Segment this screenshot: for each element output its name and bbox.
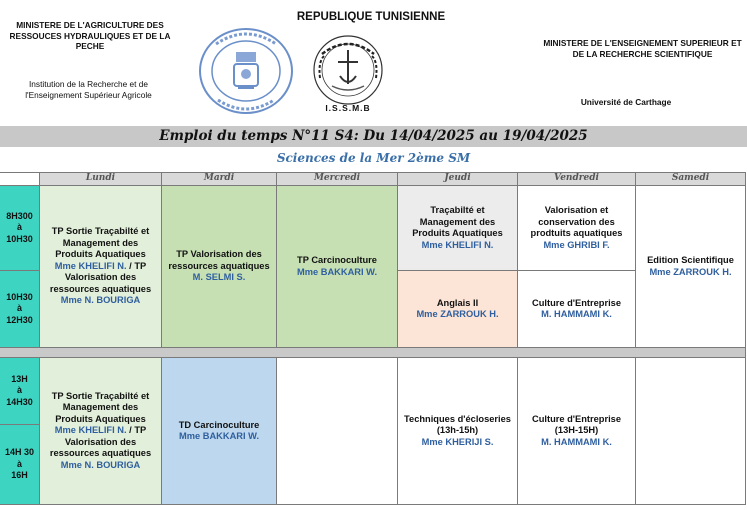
time-start: 8H300 <box>6 210 33 221</box>
day-header-lundi: Lundi <box>40 173 162 186</box>
page-title: Emploi du temps N°11 S4: Du 14/04/2025 au 19/04/2025 <box>159 128 588 144</box>
issmb-logo-caption: I.S.S.M.B <box>325 103 371 113</box>
session-title: TP Carcinoculture <box>297 255 377 265</box>
session-lundi-morning <box>40 186 162 348</box>
session-teacher-2: Mme N. BOURIGA <box>60 459 141 470</box>
time-sep: à <box>16 303 22 314</box>
session-title: Techniques d'écloseries <box>404 413 511 424</box>
session-teacher: Mme KHELIFI N. <box>421 239 494 250</box>
republic-heading: REPUBLIQUE TUNISIENNE <box>296 11 446 23</box>
time-slot-1 <box>0 186 40 271</box>
corner-cell <box>0 173 40 186</box>
session-extra: / TP Valorisation des ressources aquatiques <box>49 425 152 459</box>
ministry-right-heading: MINISTERE DE L'ENSEIGNEMENT SUPERIEUR ET DE LA RECHERCHE SCIENTIFIQUE <box>543 38 742 59</box>
session-title: Culture d'Entreprise <box>532 413 621 424</box>
session-samedi-afternoon-empty <box>636 358 746 505</box>
ministry-left-heading: MINISTERE DE L'AGRICULTURE DES RESSOUCES HYDRAULIQUES ET DE LA PECHE <box>9 20 171 51</box>
session-title: Anglais II <box>436 297 479 308</box>
time-slot-4 <box>0 425 40 505</box>
session-mercredi-afternoon-empty <box>277 358 398 505</box>
session-teacher: Mme BAKKARI W. <box>178 431 260 441</box>
session-teacher: Mme ZARROUK H. <box>416 309 499 319</box>
university-label: Université de Carthage <box>580 97 672 107</box>
day-header-vendredi: Vendredi <box>518 173 636 186</box>
session-title: TP Sortie Traçabilté et Management des Produits Aquatiques <box>51 390 150 424</box>
session-teacher: Mme GHRIBI F. <box>543 239 610 250</box>
session-title: Traçabilté et Management des Produits Aquatiques <box>412 205 503 238</box>
session-title: Edition Scientifique <box>647 255 734 265</box>
session-title: TD Carcinoculture <box>178 419 260 430</box>
session-jeudi-afternoon <box>398 358 518 505</box>
session-jeudi-slot1 <box>398 186 518 271</box>
session-teacher: Mme KHELIFI N. <box>54 260 127 271</box>
institution-label: Institution de la Recherche et de l'Enseignement Supérieur Agricole <box>25 79 152 100</box>
time-slot-2 <box>0 271 40 348</box>
day-header-mercredi: Mercredi <box>277 173 398 186</box>
session-samedi-morning <box>636 186 746 348</box>
session-title: Valorisation et conservation des prodtuits aquatiques <box>530 205 623 238</box>
session-vendredi-slot2 <box>518 271 636 348</box>
time-end: 10H30 <box>6 233 33 244</box>
session-vendredi-afternoon <box>518 358 636 505</box>
time-end: 12H30 <box>6 314 33 325</box>
session-teacher: M. HAMMAMI K. <box>541 309 612 319</box>
session-title: TP Valorisation des ressources aquatiques <box>168 249 270 271</box>
time-sep: à <box>16 222 22 233</box>
session-mercredi-morning <box>277 186 398 348</box>
time-sep: à <box>16 385 22 396</box>
day-header-samedi: Samedi <box>636 173 746 186</box>
time-end: 16H <box>11 470 28 481</box>
session-teacher: M. HAMMAMI K. <box>541 436 612 447</box>
session-title: Culture d'Entreprise <box>532 297 621 308</box>
session-jeudi-slot2 <box>398 271 518 348</box>
session-hours: (13h-15h) <box>436 425 479 436</box>
session-teacher-2: Mme N. BOURIGA <box>60 295 141 306</box>
session-teacher: Mme KHERIJI S. <box>421 436 494 447</box>
session-teacher: Mme ZARROUK H. <box>649 266 732 277</box>
session-mardi-morning <box>162 186 277 348</box>
session-title: TP Sortie Traçabilté et Management des Produits Aquatiques <box>51 226 150 260</box>
session-teacher: M. SELMI S. <box>192 272 246 283</box>
session-lundi-afternoon <box>40 358 162 505</box>
session-hours: (13H-15H) <box>554 425 599 436</box>
time-slot-3 <box>0 358 40 425</box>
ministry-seal-icon <box>196 26 296 116</box>
class-subtitle: Sciences de la Mer 2ème SM <box>276 151 471 165</box>
time-start: 13H <box>11 373 28 384</box>
lunch-separator <box>0 348 746 358</box>
time-end: 14H30 <box>6 396 33 407</box>
session-teacher: Mme BAKKARI W. <box>296 266 378 277</box>
time-sep: à <box>16 458 22 469</box>
day-header-jeudi: Jeudi <box>398 173 518 186</box>
session-extra: / TP Valorisation des ressources aquatiques <box>49 260 152 294</box>
time-start: 14H 30 <box>4 447 35 458</box>
session-mardi-afternoon <box>162 358 277 505</box>
time-start: 10H30 <box>6 291 33 302</box>
session-vendredi-slot1 <box>518 186 636 271</box>
session-teacher: Mme KHELIFI N. <box>54 425 127 436</box>
day-header-mardi: Mardi <box>162 173 277 186</box>
